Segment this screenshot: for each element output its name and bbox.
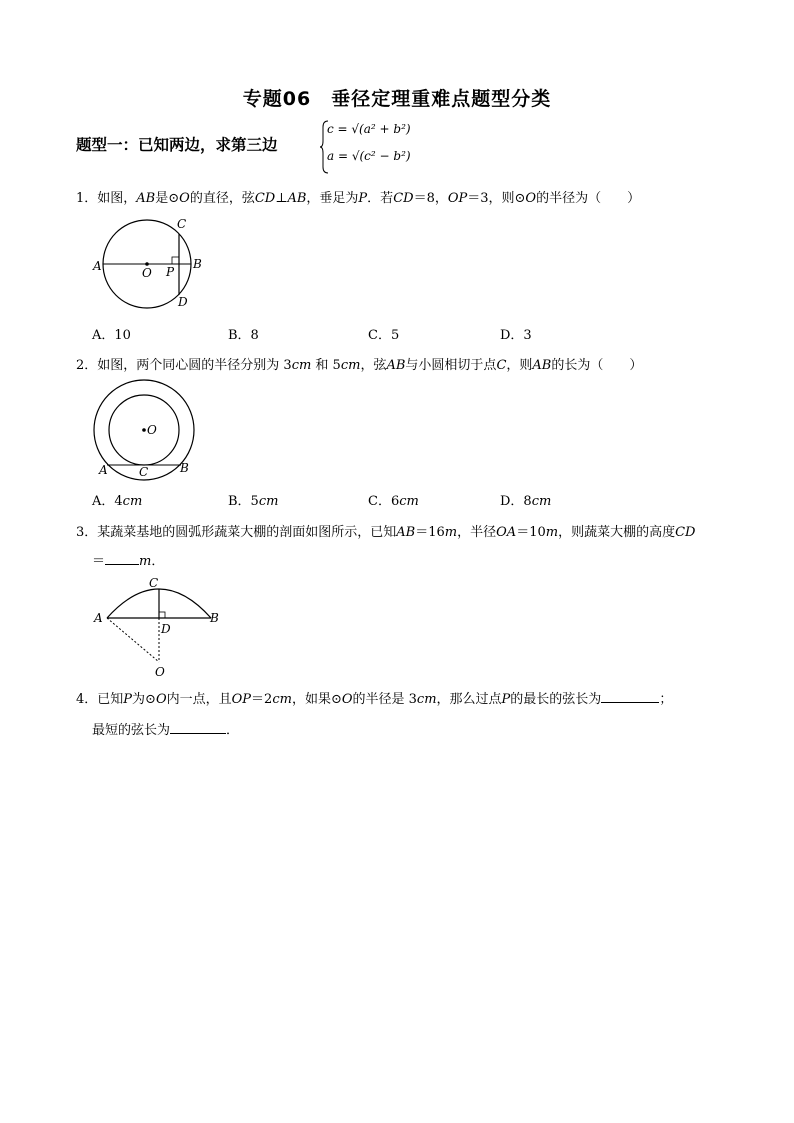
q4-var: OP — [231, 692, 252, 707]
q2-option-d[interactable] — [500, 490, 551, 509]
q1-option-c[interactable]: C．5 — [368, 328, 400, 343]
q3-dashed-ao — [107, 618, 159, 662]
q4-text: ； — [659, 692, 673, 707]
q3-label-c: C — [149, 576, 159, 590]
q4-text: ＝2 — [251, 692, 273, 707]
q2-option-d-unit: cm — [531, 494, 552, 509]
q2-text: ，则 — [506, 358, 533, 373]
q1-label-a: A — [93, 259, 102, 273]
q1-right-angle — [172, 257, 179, 264]
q2-option-a[interactable] — [92, 490, 142, 509]
q3-text: ＝10 — [516, 525, 546, 540]
q2-var: AB — [386, 358, 406, 373]
q1-text: ⊥ — [275, 191, 288, 206]
q1-var: O — [179, 191, 190, 206]
q1-label-b: B — [193, 257, 202, 271]
q4-text: 内一点，且 — [166, 692, 232, 707]
q1-var: O — [525, 191, 537, 206]
q2-unit: cm — [340, 358, 361, 373]
q2-option-a-unit: cm — [122, 494, 143, 509]
q3-answer-blank[interactable] — [105, 552, 139, 565]
q4-text: ． — [226, 723, 240, 738]
q1-label-d: D — [178, 295, 188, 309]
q2-label-c: C — [139, 465, 149, 479]
question-number: 1． — [76, 191, 98, 206]
q3-text: ，半径 — [457, 525, 497, 540]
page-title: 专题06 垂径定理重难点题型分类 — [242, 88, 552, 110]
q4-unit: cm — [416, 692, 437, 707]
q2-var: AB — [532, 358, 552, 373]
q1-text: 的半径为（ ） — [536, 191, 641, 206]
q4-answer-blank-shortest[interactable] — [170, 721, 226, 734]
formula-block — [319, 119, 439, 175]
q2-option-d-text: D．8 — [500, 494, 532, 509]
q2-text: ，弦 — [360, 358, 387, 373]
q4-var: P — [123, 692, 133, 707]
q4-text: 为⊙ — [132, 692, 156, 707]
q2-var: C — [496, 358, 507, 373]
q4-text: 最短的弦长为 — [92, 723, 171, 738]
q4-var: P — [501, 692, 511, 707]
q2-option-a-text: A．4 — [92, 494, 123, 509]
q2-label-a: A — [99, 463, 108, 477]
q2-options — [92, 490, 652, 509]
question-4 — [76, 688, 672, 707]
q1-figure — [88, 212, 218, 312]
q1-text: ＝3，则⊙ — [467, 191, 526, 206]
q2-text: 如图，两个同心圆的半径分别为 3 — [97, 358, 292, 373]
q1-text: 是⊙ — [155, 191, 180, 206]
q2-text: 的长为（ ） — [551, 358, 643, 373]
q3-unit: m — [545, 525, 559, 540]
question-4-line-2 — [92, 719, 239, 738]
q1-option-d[interactable]: D．3 — [500, 328, 532, 343]
question-3-line-2 — [92, 550, 164, 569]
q1-label-p: P — [166, 265, 175, 279]
q2-figure — [88, 376, 208, 481]
q3-right-angle — [159, 612, 165, 618]
q4-var: O — [341, 692, 353, 707]
q3-unit: m — [444, 525, 458, 540]
q3-text: ，则蔬菜大棚的高度 — [558, 525, 676, 540]
q1-var: AB — [287, 191, 307, 206]
q1-var: P — [358, 191, 368, 206]
question-number: 4． — [76, 692, 98, 707]
formula-line-1: c = √(a² + b²) — [327, 122, 411, 136]
q3-text: ． — [151, 554, 165, 569]
q2-unit: cm — [291, 358, 312, 373]
q1-option-b[interactable]: B．8 — [228, 328, 259, 343]
q3-text: ＝16 — [415, 525, 445, 540]
q1-options — [92, 324, 652, 343]
q1-label-o: O — [142, 266, 152, 280]
q2-center-dot — [142, 428, 146, 432]
q1-var: CD — [254, 191, 276, 206]
q1-var: CD — [393, 191, 414, 206]
question-3 — [76, 521, 695, 540]
q4-answer-blank-longest[interactable] — [601, 690, 659, 703]
q1-text: 的直径，弦 — [189, 191, 255, 206]
q2-label-o: O — [147, 423, 157, 437]
q3-var: AB — [396, 525, 416, 540]
q3-text: ＝ — [92, 554, 106, 569]
q1-label-c: C — [177, 217, 187, 231]
q4-unit: cm — [272, 692, 292, 707]
question-number: 3． — [76, 525, 98, 540]
q1-text: ．若 — [367, 191, 394, 206]
question-2 — [76, 354, 642, 373]
q4-text: 的半径是 3 — [352, 692, 417, 707]
q2-option-c-text: C．6 — [368, 494, 400, 509]
q3-figure — [92, 572, 232, 680]
q3-label-o: O — [155, 665, 165, 679]
formula-line-2: a = √(c² − b²) — [327, 149, 411, 163]
q2-option-c-unit: cm — [399, 494, 419, 509]
question-number: 2． — [76, 358, 98, 373]
q2-option-c[interactable] — [368, 490, 419, 509]
q1-text: ，垂足为 — [306, 191, 359, 206]
q3-label-d: D — [161, 622, 171, 636]
q3-label-b: B — [210, 611, 219, 625]
q3-text: 某蔬菜基地的圆弧形蔬菜大棚的剖面如图所示，已知 — [97, 525, 397, 540]
q1-option-a[interactable]: A．10 — [92, 328, 131, 343]
q3-unit: m — [139, 554, 152, 569]
q2-option-b[interactable] — [228, 490, 278, 509]
q4-text: ，那么过点 — [436, 692, 502, 707]
section-heading: 题型一：已知两边，求第三边 — [76, 136, 278, 154]
q2-label-b: B — [180, 461, 189, 475]
q4-text: ，如果⊙ — [291, 692, 342, 707]
q4-var: O — [155, 692, 167, 707]
q3-label-a: A — [94, 611, 103, 625]
q2-text: 和 5 — [311, 358, 341, 373]
q3-var: CD — [675, 525, 696, 540]
q2-option-b-unit: cm — [258, 494, 279, 509]
q2-option-b-text: B．5 — [228, 494, 259, 509]
q3-var: OA — [496, 525, 517, 540]
q1-var: OP — [447, 191, 468, 206]
q4-text: 的最长的弦长为 — [510, 692, 602, 707]
q1-var: AB — [136, 191, 156, 206]
q1-text: ＝8， — [413, 191, 448, 206]
q1-text: 如图， — [97, 191, 137, 206]
q2-text: 与小圆相切于点 — [405, 358, 497, 373]
question-1 — [76, 187, 640, 206]
q4-text: 已知 — [97, 692, 124, 707]
